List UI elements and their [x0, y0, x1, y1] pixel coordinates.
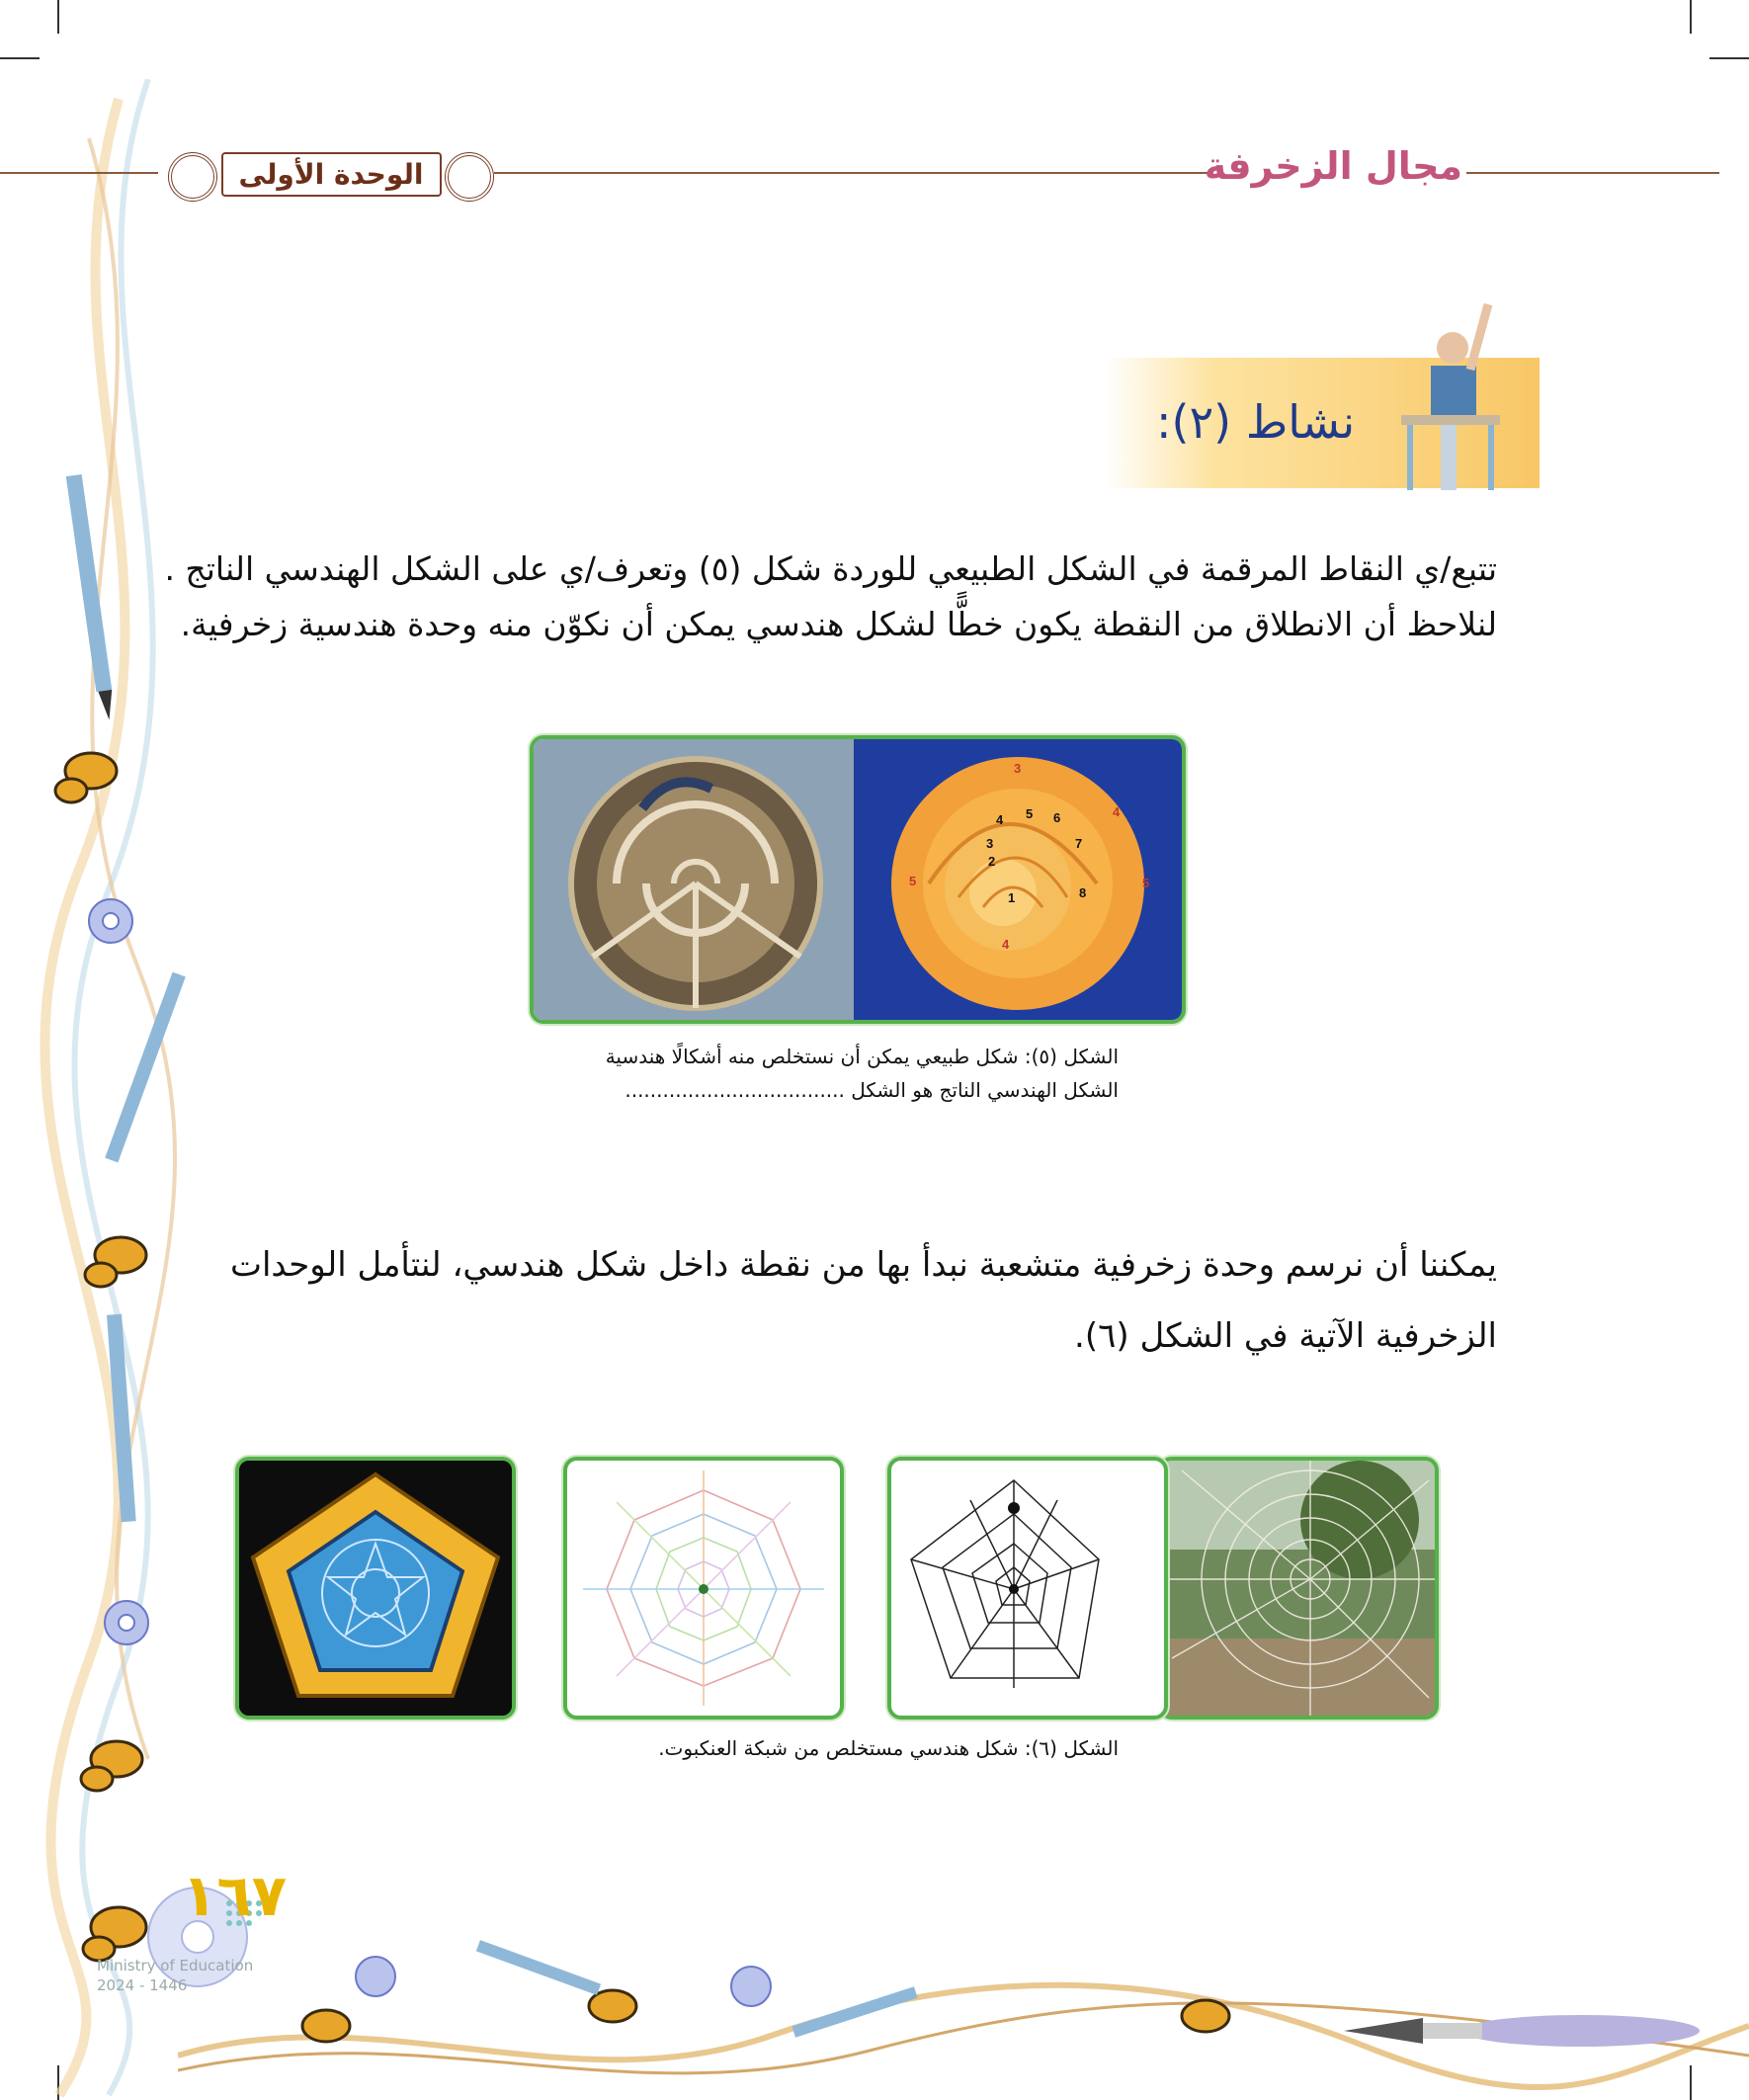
rose-number: 4	[1002, 937, 1010, 952]
figure-5-image	[534, 739, 1182, 1020]
ministry-label: Ministry of Education	[97, 1957, 254, 1974]
header-rule-right	[494, 172, 1209, 174]
header-rule-far-right	[1466, 172, 1719, 174]
student-illustration	[1391, 296, 1510, 494]
rose-flower	[891, 757, 1144, 1010]
crop-mark	[57, 0, 59, 34]
rose-number: 8	[1079, 885, 1087, 900]
header-rule-left	[0, 172, 158, 174]
decorative-bottom-border	[178, 1907, 1749, 2100]
rose-number: 4	[1113, 804, 1121, 819]
decorative-border-art	[0, 79, 257, 2100]
spider-web-drawing	[891, 1461, 1164, 1716]
domain-title: مجال الزخرفة	[1204, 144, 1462, 188]
crop-mark	[1690, 0, 1692, 34]
flower-icon	[105, 1601, 148, 1644]
rose-number: 1	[1008, 890, 1016, 905]
crop-mark	[0, 57, 40, 59]
paragraph-line: لنلاحظ أن الانطلاق من النقطة يكون خطًّا لشكل هندسي يمكن أن نكوّن منه وحدة هندسية زخرفية.	[180, 605, 1497, 643]
rose-number: 6	[1053, 810, 1061, 825]
page-number: ١٦٧	[182, 1862, 288, 1929]
flower-icon	[89, 899, 132, 943]
rose-number: 4	[996, 812, 1004, 827]
rose-number: 2	[988, 854, 996, 869]
paragraph-branching-units	[133, 1229, 1497, 1372]
rose-number: 5	[1142, 876, 1150, 890]
figure-6-spider-web-drawing	[887, 1457, 1168, 1720]
figure-6-stained-glass-pentagon	[235, 1457, 516, 1720]
figure-6-caption: الشكل (٦): شكل هندسي مستخلص من شبكة العنكبوت.	[658, 1736, 1119, 1760]
unit-label: الوحدة الأولى	[221, 152, 442, 197]
activity-title: نشاط (٢):	[1156, 395, 1356, 449]
colored-web-drawing	[567, 1461, 840, 1716]
paragraph-line: يمكننا أن نرسم وحدة زخرفية متشعبة نبدأ بها من نقطة داخل شكل هندسي، لنتأمل الوحدات	[229, 1245, 1497, 1285]
rose-number: 5	[1026, 806, 1034, 821]
stained-glass-pentagon	[239, 1461, 512, 1716]
paragraph-activity-instructions	[133, 542, 1497, 652]
years-label: 2024 - 1446	[97, 1976, 188, 1994]
unit-badge	[168, 144, 494, 204]
paragraph-line: الزخرفية الآتية في الشكل (٦).	[1074, 1316, 1497, 1356]
rose-number: 3	[1014, 761, 1022, 776]
pencil-icon	[476, 1940, 918, 2038]
spider-web-photo	[1162, 1461, 1435, 1716]
figure-5-caption	[486, 1040, 1119, 1107]
rose-number: 5	[909, 874, 917, 888]
rose-number: 3	[986, 836, 994, 851]
caption-line: الشكل (٥): شكل طبيعي يمكن أن نستخلص منه أشكالًا هندسية	[605, 1045, 1119, 1068]
caption-line: الشكل الهندسي الناتج هو الشكل ...................................	[625, 1078, 1119, 1102]
figure-6-colored-web-lines	[563, 1457, 844, 1720]
figure-6-spider-web-photo	[1158, 1457, 1439, 1720]
paragraph-line: تتبع/ي النقاط المرقمة في الشكل الطبيعي للوردة شكل (٥) وتعرف/ي على الشكل الهندسي الناتج .	[164, 549, 1497, 588]
crop-mark	[1709, 57, 1749, 59]
paintbrush-icon	[1344, 2015, 1700, 2047]
figure-5-rose-and-mosaic	[530, 735, 1186, 1024]
rose-number: 7	[1075, 836, 1083, 851]
mosaic-disc	[571, 759, 820, 1008]
